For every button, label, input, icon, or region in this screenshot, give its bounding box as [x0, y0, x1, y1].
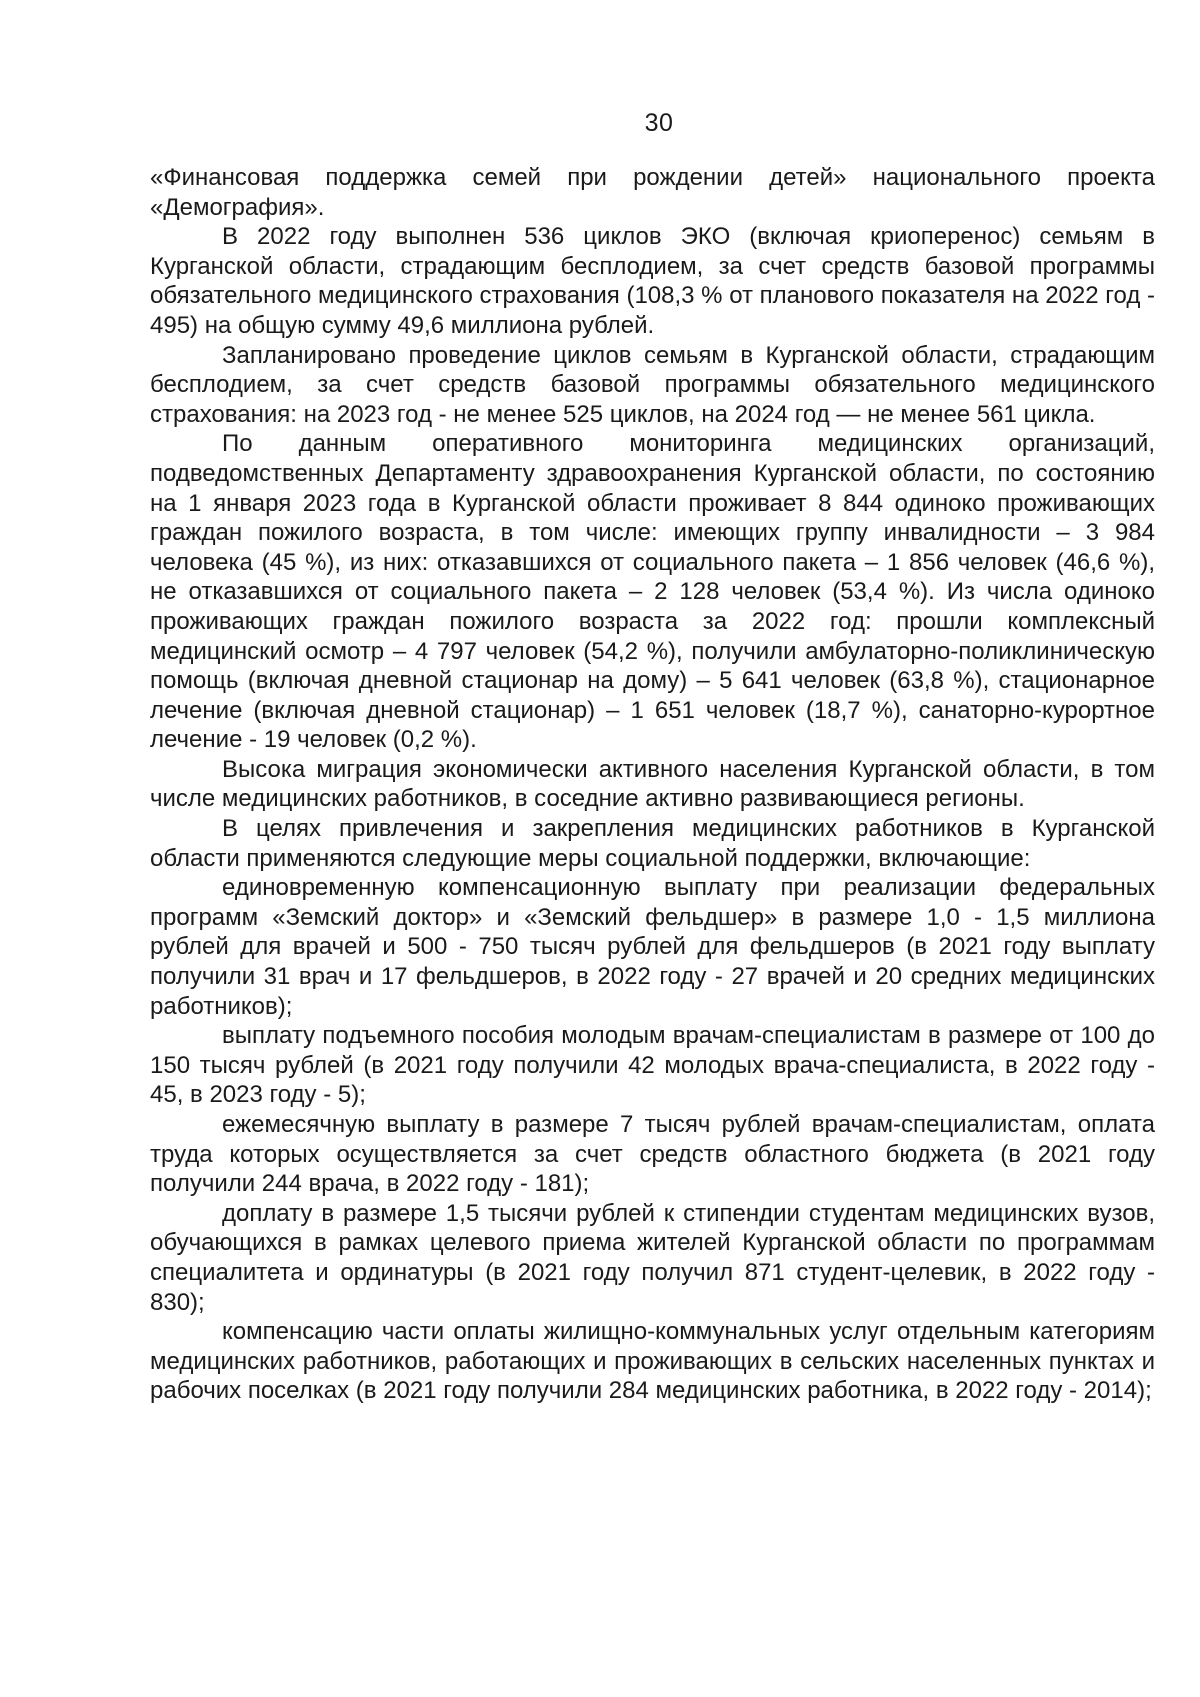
paragraph-support-measures-intro: В целях привлечения и закрепления медицинских работников в Курганской области применяются следующие меры социальной поддержки, включающие: [150, 815, 1155, 872]
paragraph-eco-cycles-2022: В 2022 году выполнен 536 циклов ЭКО (включая криоперенос) семьям в Курганской области, страдающим бесплодием, за счет средств базовой программы обязательного медицинского страхования (108,3 % от планового показателя на 2022 год - 495) на общую сумму 49,6 миллиона рублей. [150, 223, 1155, 339]
list-item-monthly-payment: ежемесячную выплату в размере 7 тысяч рублей врачам-специалистам, оплата труда которых осуществляется за счет средств областного бюджета (в 2021 году получили 244 врача, в 2022 году - 181); [150, 1111, 1155, 1198]
page-number: 30 [644, 109, 674, 137]
paragraph-migration: Высока миграция экономически активного населения Курганской области, в том числе медицинских работников, в соседние активно развивающиеся регионы. [150, 755, 1155, 813]
paragraph-eco-cycles-plan: Запланировано проведение циклов семьям в Курганской области, страдающим бесплодием, за счет средств базовой программы обязательного медицинского страхования: на 2023 год - не менее 525 циклов, на 2024 год — не менее 561 цикла. [150, 341, 1155, 428]
document-body [150, 163, 1155, 1406]
paragraph-elderly-monitoring: По данным оперативного мониторинга медицинских организаций, подведомственных Департаменту здравоохранения Курганской области, по состоянию на 1 января 2023 года в Курганской области проживает 8 844 одиноко проживающих граждан пожилого возраста, в том числе: имеющих группу инвалидности – 3 984 человека (45 %), из них: отказавшихся от социального пакета – 1 856 человек (46,6 %), не отказавшихся от социального пакета – 2 128 человек (53,4 %). Из числа одиноко проживающих граждан пожилого возраста за 2022 год: прошли комплексный медицинский осмотр – 4 797 человек (54,2 %), получили амбулаторно-поликлиническую помощь (включая дневной стационар на дому) – 5 641 человек (63,8 %), стационарное лечение (включая дневной стационар) – 1 651 человек (18,7 %), санаторно-курортное лечение - 19 человек (0,2 %). [150, 430, 1155, 754]
paragraph-project-continuation: «Финансовая поддержка семей при рождении детей» национального проекта «Демография». [150, 164, 1155, 221]
list-item-stipend-supplement: доплату в размере 1,5 тысячи рублей к стипендии студентам медицинских вузов, обучающихся в рамках целевого приема жителей Курганской области по программам специалитета и ординатуры (в 2021 году получил 871 студент-целевик, в 2022 году - 830); [150, 1199, 1155, 1316]
list-item-relocation-allowance: выплату подъемного пособия молодым врачам-специалистам в размере от 100 до 150 тысяч рублей (в 2021 году получили 42 молодых врача-специалиста, в 2022 году - 45, в 2023 году - 5); [150, 1022, 1155, 1109]
list-item-compensation-payment: единовременную компенсационную выплату при реализации федеральных программ «Земский доктор» и «Земский фельдшер» в размере 1,0 - 1,5 миллиона рублей для врачей и 500 - 750 тысяч рублей для фельдшеров (в 2021 году выплату получили 31 врач и 17 фельдшеров, в 2022 году - 27 врачей и 20 средних медицинских работников); [150, 874, 1155, 1020]
list-item-utilities-compensation: компенсацию части оплаты жилищно-коммунальных услуг отдельным категориям медицинских работников, работающих и проживающих в сельских населенных пунктах и рабочих поселках (в 2021 году получили 284 медицинских работника, в 2022 году - 2014); [150, 1318, 1155, 1405]
